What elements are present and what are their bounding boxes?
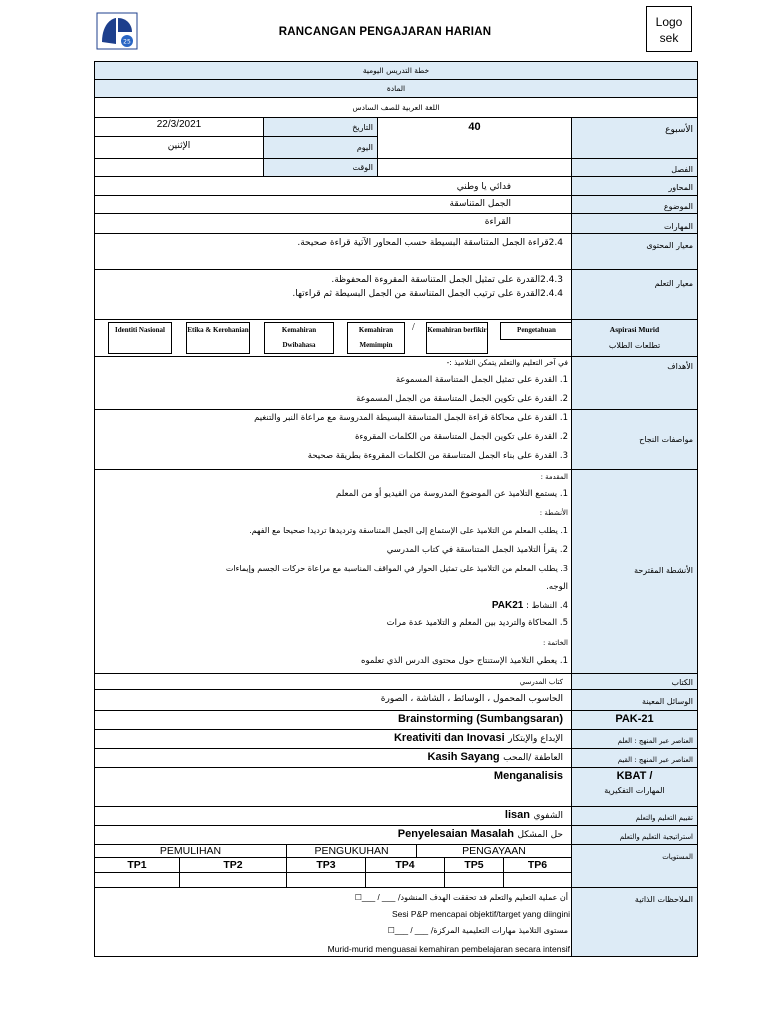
content-standard-label: معيار المحتوى [571,233,698,270]
strategy-label: استراتيجية التعليم والتعلم [571,825,698,845]
school-logo [96,12,138,50]
activity-1: 1. يطلب المعلم من التلاميذ على الإستماع إلى الجمل المتناسقة وترديدها ترديدا صحيحا مع الفهم. [249,526,568,535]
aspirations-label-arabic: تطلعات الطلاب [608,341,661,350]
cross1-value: Kreativiti dan Inovasi الإبداع والإبتكار [94,729,572,749]
pak21-label: PAK-21 [571,710,698,730]
tp3-cell[interactable] [286,872,366,888]
criteria-1: 1. القدرة على محاكاة قراءة الجمل المتناسقة البسيطة المدروسة مع مراعاة النبر والتنغيم [254,413,568,423]
strategy-value: Penyelesaian Masalah حل المشكل [94,825,572,845]
book-label: الكتاب [571,673,698,690]
reflection-label: الملاحظات الذاتية [571,887,698,957]
class-value [377,158,572,177]
closing-label: الخاتمة : [542,639,568,647]
page-title: RANCANGAN PENGAJARAN HARIAN [278,26,492,38]
skills-label: المهارات [571,213,698,234]
tp5-header: TP5 [444,857,504,873]
objectives-intro: في آخر التعليم والتعلم يتمكن التلاميذ :- [446,358,568,367]
reflection-1-latin: Sesi P&P mencapai objektif/target yang diingini [392,909,570,919]
aspiration-slash: / [412,322,415,333]
tp2-cell[interactable] [179,872,287,888]
learning-standard-label: معيار التعلم [571,269,698,320]
tp4-header: TP4 [365,857,445,873]
activity-4: 4. النشاط : PAK21 [491,600,568,611]
time-value [94,158,264,177]
criteria-2: 2. القدرة على تكوين الجمل المتناسقة من الكلمات المقروءة [354,432,568,442]
reflection-1: أن عملية التعليم والتعلم قد تحققت الهدف المنشود/ ☐___ / ___ [354,893,568,902]
tp5-cell[interactable] [444,872,504,888]
learning-standard-1: 2.4.3القدرة على تمثيل الجمل المتناسقة المقروءة المحفوظة. [331,275,563,285]
activity-3: 3. يطلب المعلم من التلاميذ على تمثيل الحوار في المواقف المناسبة مع مراعاة حركات الجسم وإيماءات [225,564,568,573]
aspirations-label [571,319,698,357]
kbat-value: Menganalisis [94,767,572,807]
levels-label: المستويات [571,844,698,888]
tp6-cell[interactable] [503,872,572,888]
day-value: الإثنين [94,136,264,159]
day-label: اليوم [263,136,378,159]
aspiration-berfikir: Kemahiran berfikir [426,322,488,354]
tp2-header: TP2 [179,857,287,873]
objectives-label: الأهداف [571,356,698,410]
week-label: الأسبوع [571,117,698,159]
time-label: الوقت [263,158,378,177]
subject-value: اللغة العربية للصف السادس [94,97,698,118]
logo-text: 25 [123,38,131,46]
closing-item: 1. يعطي التلاميذ الإستنتاج حول محتوى الدرس الذي تعلموه [360,656,568,666]
objective-2: 2. القدرة على تكوين الجمل المتناسقة من الجمل المسموعة [356,394,568,404]
week-value: 40 [377,117,572,159]
activities-sub-label: الأنشطة : [539,509,568,517]
reflection-2: مستوى التلاميذ مهارات التعليمية المركزة/ ☐___ / ___ [387,926,568,935]
tp3-header: TP3 [286,857,366,873]
reflection-2-latin: Murid-murid menguasai kemahiran pembelajaran secara intensif [327,944,570,954]
criteria-label: مواصفات النجاح [571,409,698,470]
aspiration-pengetahuan: Pengetahuan [500,322,572,340]
intro-item: 1. يستمع التلاميذ عن الموضوع المدروسة من الفيديو أو من المعلم [336,489,568,499]
objective-1: 1. القدرة على تمثيل الجمل المتناسقة المسموعة [395,375,568,385]
plan-title: خطة التدريس اليومية [94,61,698,80]
activity-3-cont: الوجه. [546,582,568,592]
cross2-value: Kasih Sayang العاطفة /المحب [94,748,572,768]
skills-value: القراءة [94,213,572,234]
aspiration-etika: Etika & Kerohanian [186,322,250,354]
cross2-label: العناصر عبر المنهج : القيم [571,748,698,768]
subject-label: المادة [94,79,698,98]
content-standard-value: 2.4قراءة الجمل المتناسقة البسيطة حسب المحاور الآتية قراءة صحيحة. [94,233,572,270]
tp4-cell[interactable] [365,872,445,888]
tp6-header: TP6 [503,857,572,873]
criteria-3: 3. القدرة على بناء الجمل المتناسقة من الكلمات المقروءة بطريقة صحيحة [307,451,568,461]
aids-label: الوسائل المعينة [571,689,698,711]
group-pengukuhan: PENGUKUHAN [286,844,417,858]
aspiration-memimpin: Kemahiran Memimpin [347,322,405,354]
topic-value: الجمل المتناسقة [94,195,572,214]
book-value: كتاب المدرسي [94,673,572,690]
aids-value: الحاسوب المحمول ، الوسائط ، الشاشة ، الصورة [94,689,572,711]
date-label: التاريخ [263,117,378,137]
intro-label: المقدمة : [540,473,568,481]
group-pemulihan: PEMULIHAN [94,844,287,858]
class-label: الفصل [571,158,698,177]
aspiration-identiti: Identiti Nasional [108,322,172,354]
aspirations-label-latin: Aspirasi Murid [609,325,660,334]
pak21-value: Brainstorming (Sumbangsaran) [94,710,572,730]
date-value: 22/3/2021 [94,117,264,137]
learning-standard-value [94,269,572,320]
cross1-label: العناصر عبر المنهج : العلم [571,729,698,749]
kbat-label: KBAT / المهارات التفكيرية [571,767,698,807]
group-pengayaan: PENGAYAAN [416,844,572,858]
learning-standard-2: 2.4.4القدرة على ترتيب الجمل المتناسقة من الجمل البسيطة ثم قراءتها. [292,289,563,299]
topic-label: الموضوع [571,195,698,214]
tp1-header: TP1 [94,857,180,873]
activity-2: 2. يقرأ التلاميذ الجمل المتناسقة في كتاب المدرسي [386,545,568,555]
activity-5: 5. المحاكاة والترديد بين المعلم و التلاميذ عدة مرات [386,618,568,628]
axis-value: فدائي يا وطني [94,176,572,196]
assessment-label: تقييم التعليم والتعلم [571,806,698,826]
assessment-value: lisan الشفوي [94,806,572,826]
tp1-cell[interactable] [94,872,180,888]
school-logo-placeholder: Logo sek [646,6,692,52]
axis-label: المحاور [571,176,698,196]
aspiration-dwibahasa: Kemahiran Dwibahasa [264,322,334,354]
activities-label: الأنشطة المقترحة [571,469,698,674]
